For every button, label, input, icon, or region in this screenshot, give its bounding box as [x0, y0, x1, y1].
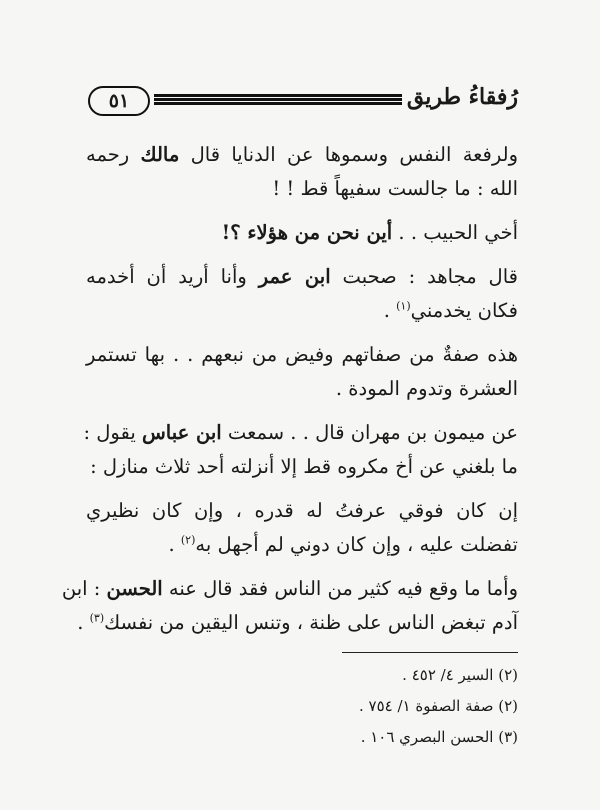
text-line: العشرة وتدوم المودة .	[335, 377, 518, 400]
page-header	[88, 84, 518, 124]
text-line: ما بلغني عن أخ مكروه قط إلا أنزلته أحد ثلاث منازل :	[90, 455, 518, 478]
book-title: رُفقاءُ طريق	[406, 84, 518, 110]
footnote-marker: (١)	[396, 299, 411, 313]
text-line: قال مجاهد : صحبت ابن عمر وأنا أريد أن أخدمه	[86, 265, 518, 288]
paragraph	[61, 572, 518, 640]
page-number: ٥١	[88, 86, 150, 116]
paragraph	[86, 260, 518, 328]
paragraph	[86, 216, 518, 250]
bold-name: الحسن	[106, 577, 163, 600]
footnote-divider	[342, 652, 518, 653]
footnote: (٣) الحسن البصري ١٠٦ .	[360, 728, 518, 746]
text-line: الله : ما جالست سفيهاً قط ! !	[272, 177, 518, 200]
text-line: وأما ما وقع فيه كثير من الناس فقد قال عنه الحسن : ابن	[61, 577, 518, 600]
paragraph	[86, 494, 518, 562]
text-line: تفضلت عليه ، وإن كان دوني لم أجهل به$^{(٢)}$ .	[168, 533, 518, 556]
bold-name: ابن عمر	[258, 265, 331, 288]
text-line: أخي الحبيب . . أين نحن من هؤلاء ؟!	[221, 221, 518, 244]
footnote: (٢) صفة الصفوة ١/ ٧٥٤ .	[359, 697, 518, 715]
header-rule	[154, 94, 402, 108]
text-line: آدم تبغض الناس على ظنة ، وتنس اليقين من نفسك$^{(٣)}$ .	[77, 611, 518, 634]
text-line: إن كان فوقي عرفتُ له قدره ، وإن كان نظيري	[86, 499, 518, 522]
bold-name: ابن عباس	[141, 421, 222, 444]
text-line: فكان يخدمني$^{(١)}$ .	[383, 299, 518, 322]
bold-name: مالك	[140, 143, 180, 166]
text-line: ولرفعة النفس وسموها عن الدنايا قال مالك رحمه	[86, 143, 518, 166]
footnote: (٢) السير ٤/ ٤٥٢ .	[402, 666, 518, 684]
paragraph	[86, 338, 518, 406]
bold-name: أين نحن من هؤلاء ؟!	[221, 221, 393, 244]
text-line: هذه صفةٌ من صفاتهم وفيض من نبعهم . . بها تستمر	[86, 343, 518, 366]
footnotes	[218, 660, 518, 753]
paragraph	[86, 138, 518, 206]
body-text	[61, 138, 518, 650]
footnote-marker: (٣)	[89, 611, 105, 625]
paragraph	[83, 416, 518, 484]
text-line: عن ميمون بن مهران قال . . سمعت ابن عباس يقول :	[83, 421, 518, 444]
footnote-marker: (٢)	[180, 533, 196, 547]
